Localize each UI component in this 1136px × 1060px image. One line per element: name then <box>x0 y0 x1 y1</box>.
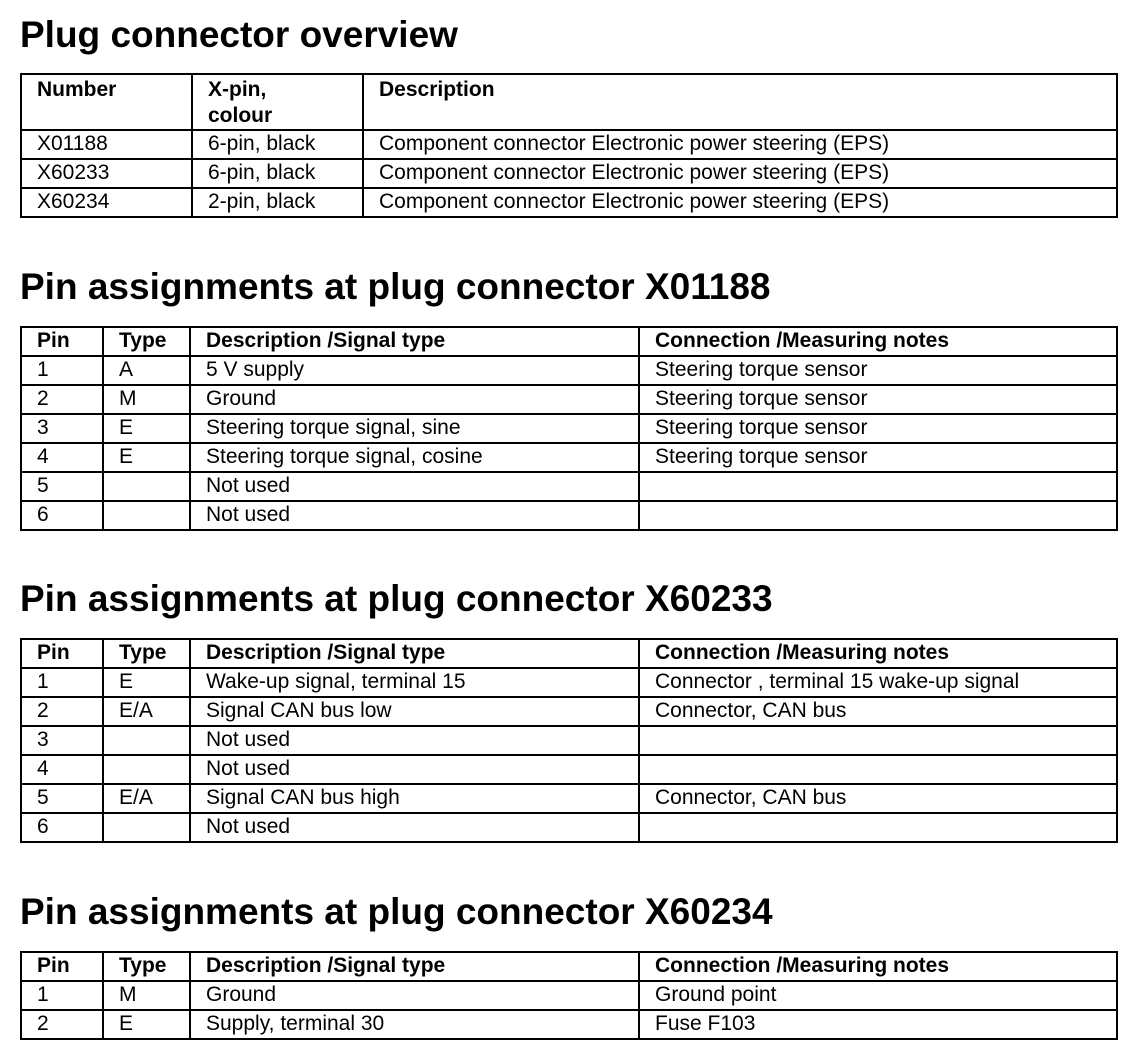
x60233-pin-table <box>20 638 1118 843</box>
table-row <box>21 356 1117 385</box>
x01188-pin-table <box>20 326 1118 531</box>
overview-table <box>20 73 1118 218</box>
type-cell: E <box>103 443 190 472</box>
connection-cell: Ground point <box>639 981 1117 1010</box>
pin-cell: 2 <box>21 1010 103 1039</box>
type-cell: M <box>103 385 190 414</box>
overview-title: Plug connector overview <box>20 14 458 55</box>
number-cell: X01188 <box>21 130 192 159</box>
pin-cell: 1 <box>21 356 103 385</box>
description-cell: Not used <box>190 813 639 842</box>
connection-cell <box>639 501 1117 530</box>
description-cell: Steering torque signal, cosine <box>190 443 639 472</box>
description-cell: Wake-up signal, terminal 15 <box>190 668 639 697</box>
pin-cell: 1 <box>21 668 103 697</box>
table-row <box>21 726 1117 755</box>
number-header: Number <box>21 74 192 130</box>
pin-cell: 4 <box>21 443 103 472</box>
table-row <box>21 813 1117 842</box>
type-cell <box>103 813 190 842</box>
connection-cell <box>639 726 1117 755</box>
overview-header-row <box>21 74 1117 130</box>
pin-cell: 4 <box>21 755 103 784</box>
type-cell <box>103 726 190 755</box>
x60233-title: Pin assignments at plug connector X60233 <box>20 578 773 619</box>
table-row <box>21 668 1117 697</box>
description-cell: Signal CAN bus high <box>190 784 639 813</box>
type-cell <box>103 472 190 501</box>
pin-cell: 1 <box>21 981 103 1010</box>
table-row <box>21 188 1117 217</box>
connection-cell: Connector, CAN bus <box>639 784 1117 813</box>
description-cell: Component connector Electronic power steering (EPS) <box>363 159 1117 188</box>
connection-cell: Steering torque sensor <box>639 356 1117 385</box>
pin-header: Pin <box>21 952 103 981</box>
type-cell <box>103 501 190 530</box>
table-row <box>21 385 1117 414</box>
table-row <box>21 981 1117 1010</box>
xpin-cell: 6-pin, black <box>192 130 363 159</box>
table-row <box>21 130 1117 159</box>
pin-cell: 2 <box>21 697 103 726</box>
pin-header-row <box>21 639 1117 668</box>
description-cell: Not used <box>190 726 639 755</box>
pin-header-row <box>21 952 1117 981</box>
connection-cell: Connector , terminal 15 wake-up signal <box>639 668 1117 697</box>
pin-cell: 5 <box>21 472 103 501</box>
connection-header: Connection /Measuring notes <box>639 639 1117 668</box>
description-cell: Signal CAN bus low <box>190 697 639 726</box>
type-cell: E <box>103 668 190 697</box>
table-row <box>21 443 1117 472</box>
xpin-header-line2: colour <box>208 104 273 127</box>
table-row <box>21 472 1117 501</box>
description-header: Description /Signal type <box>190 639 639 668</box>
xpin-header-line1: X-pin, <box>208 78 267 101</box>
pin-cell: 2 <box>21 385 103 414</box>
connection-cell: Connector, CAN bus <box>639 697 1117 726</box>
pin-cell: 3 <box>21 726 103 755</box>
description-cell: Steering torque signal, sine <box>190 414 639 443</box>
description-header: Description /Signal type <box>190 327 639 356</box>
description-cell: 5 V supply <box>190 356 639 385</box>
description-cell: Ground <box>190 385 639 414</box>
table-row <box>21 697 1117 726</box>
pin-cell: 5 <box>21 784 103 813</box>
number-cell: X60233 <box>21 159 192 188</box>
connection-cell <box>639 755 1117 784</box>
connection-cell <box>639 813 1117 842</box>
type-cell: E <box>103 414 190 443</box>
description-header: Description <box>363 74 1117 130</box>
description-cell: Not used <box>190 501 639 530</box>
description-cell: Not used <box>190 755 639 784</box>
type-header: Type <box>103 327 190 356</box>
description-cell: Ground <box>190 981 639 1010</box>
x60234-title: Pin assignments at plug connector X60234 <box>20 891 773 932</box>
pin-header-row <box>21 327 1117 356</box>
pin-cell: 6 <box>21 501 103 530</box>
type-cell: E/A <box>103 697 190 726</box>
description-cell: Component connector Electronic power steering (EPS) <box>363 188 1117 217</box>
type-cell: E/A <box>103 784 190 813</box>
x01188-title: Pin assignments at plug connector X01188 <box>20 266 771 307</box>
x60234-pin-table <box>20 951 1118 1040</box>
table-row <box>21 414 1117 443</box>
description-cell: Component connector Electronic power steering (EPS) <box>363 130 1117 159</box>
xpin-colour-header <box>192 74 363 130</box>
connection-cell: Fuse F103 <box>639 1010 1117 1039</box>
connection-cell: Steering torque sensor <box>639 443 1117 472</box>
type-cell: A <box>103 356 190 385</box>
table-row <box>21 784 1117 813</box>
connection-header: Connection /Measuring notes <box>639 327 1117 356</box>
type-cell: E <box>103 1010 190 1039</box>
xpin-cell: 6-pin, black <box>192 159 363 188</box>
description-header: Description /Signal type <box>190 952 639 981</box>
number-cell: X60234 <box>21 188 192 217</box>
type-header: Type <box>103 639 190 668</box>
connection-cell: Steering torque sensor <box>639 385 1117 414</box>
pin-header: Pin <box>21 327 103 356</box>
connection-header: Connection /Measuring notes <box>639 952 1117 981</box>
table-row <box>21 501 1117 530</box>
pin-cell: 3 <box>21 414 103 443</box>
type-cell <box>103 755 190 784</box>
description-cell: Not used <box>190 472 639 501</box>
table-row <box>21 159 1117 188</box>
description-cell: Supply, terminal 30 <box>190 1010 639 1039</box>
type-header: Type <box>103 952 190 981</box>
type-cell: M <box>103 981 190 1010</box>
xpin-cell: 2-pin, black <box>192 188 363 217</box>
pin-header: Pin <box>21 639 103 668</box>
connection-cell: Steering torque sensor <box>639 414 1117 443</box>
connection-cell <box>639 472 1117 501</box>
table-row <box>21 755 1117 784</box>
table-row <box>21 1010 1117 1039</box>
pin-cell: 6 <box>21 813 103 842</box>
